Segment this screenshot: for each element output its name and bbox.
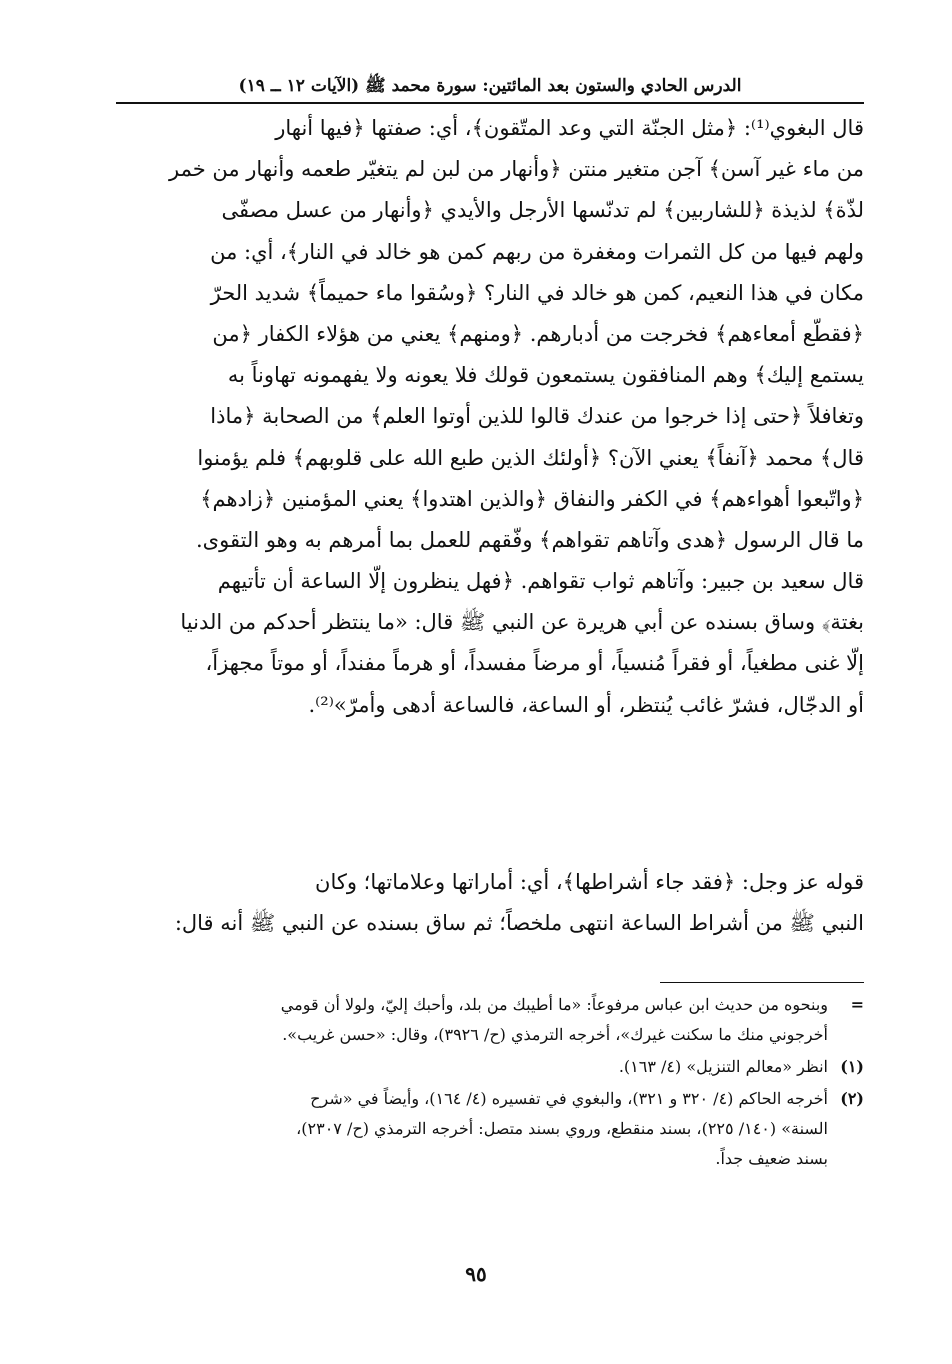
footnote-line: السنة» (١٤٠/ ٢٢٥)، بسند منقطع، وروي بسند متصل: أخرجه الترمذي (ح/ ٢٣٠٧)،: [296, 1119, 828, 1138]
text-line: قال البغوي⁽¹⁾: ﴿مثل الجنّة التي وعد المتّقون﴾، أي: صفتها ﴿فيها أنهار: [275, 116, 864, 140]
footnote-continuation: [116, 990, 864, 1050]
text-line: ﴿واتّبعوا أهواءهم﴾ في الكفر والنفاق ﴿والذين اهتدوا﴾ يعني المؤمنين ﴿زادهم﴾: [200, 486, 864, 511]
footnote-line: أخرجوني منك ما سكنت غيرك»، أخرجه الترمذي (ح/ ٣٩٢٦)، وقال: «حسن غريب».: [282, 1025, 828, 1044]
footnote-1: [116, 1052, 864, 1082]
footnote-line: [116, 1052, 864, 1082]
text-line: من ماء غير آسن﴾ آجن متغير منتن ﴿وأنهار من لبن لم يتغيّر طعمه وأنهار من خمر: [169, 157, 864, 182]
footnote-number: (١): [840, 1057, 864, 1076]
text-line: أو الدجّال، فشرّ غائب يُنتظر، أو الساعة، فالساعة أدهى وأمرّ»⁽²⁾.: [308, 692, 864, 717]
text-line: قوله عز وجل: ﴿فقد جاء أشراطها﴾، أي: أماراتها وعلاماتها؛ وكان: [315, 870, 864, 894]
footnote-text: وبنحوه من حديث ابن عباس مرفوعاً: «ما أطيبك من بلد، وأحبك إليّ، ولولا أن قومي: [280, 995, 828, 1014]
footnote-number: (٢): [840, 1089, 864, 1108]
footnote-line: [116, 1084, 864, 1114]
main-paragraph-1: [116, 108, 864, 726]
main-paragraph-2: [116, 862, 864, 944]
footnotes: [116, 990, 864, 1176]
text-line: قال سعيد بن جبير: وآتاهم ثواب تقواهم. ﴿فهل ينظرون إلّا الساعة أن تأتيهم: [217, 569, 864, 594]
text-line: بغتة﴾ وساق بسنده عن أبي هريرة عن النبي ﷺ قال: «ما ينتظر أحدكم من الدنيا: [180, 610, 864, 635]
footnote-text: أخرجه الحاكم (٤/ ٣٢٠ و ٣٢١)، والبغوي في تفسيره (٤/ ١٦٤)، وأيضاً في «شرح: [310, 1089, 828, 1108]
text-line: ﴿فقطّع أمعاءهم﴾ فخرجت من أدبارهم. ﴿ومنهم﴾ يعني من هؤلاء الكفار ﴿من: [212, 321, 864, 346]
footnote-text: انظر «معالم التنزيل» (٤/ ١٦٣).: [618, 1057, 828, 1076]
text-line: قال﴾ محمد ﴿آنفاً﴾ يعني الآن؟ ﴿أولئك الذين طبع الله على قلوبهم﴾ فلم يؤمنوا: [197, 445, 864, 470]
text-line: ولهم فيها من كل الثمرات ومغفرة من ربهم كمن هو خالد في النار﴾، أي: من: [210, 239, 864, 264]
running-header: الدرس الحادي والستون بعد المائتين: سورة محمد ﷺ (الآيات ١٢ ــ ١٩): [238, 76, 742, 96]
continuation-marker: =: [850, 995, 864, 1014]
text-line: يستمع إليك﴾ وهم المنافقون يستمعون قولك فلا يعونه ولا يفهمونه تهاوناً به: [227, 363, 864, 388]
header-rule: [116, 102, 864, 104]
text-line: لذّة﴾ لذيذة ﴿للشاربين﴾ لم تدنّسها الأرجل والأيدي ﴿وأنهار من عسل مصفّى: [221, 198, 864, 223]
text-line: ما قال الرسول ﴿هدى وآتاهم تقواهم﴾ وفّقهم للعمل بما أمرهم به وهو التقوى.: [196, 527, 864, 552]
footnote-separator: [660, 982, 864, 983]
text-line: النبي ﷺ من أشراط الساعة انتهى ملخصاً؛ ثم ساق بسنده عن النبي ﷺ أنه قال:: [174, 911, 864, 936]
footnote-2: [116, 1084, 864, 1174]
text-line: مكان في هذا النعيم، كمن هو خالد في النار؟ ﴿وسُقوا ماء حميماً﴾ شديد الحرّ: [210, 280, 864, 305]
page-number: ٩٥: [465, 1262, 487, 1286]
footnote-line: [116, 990, 864, 1020]
text-line: إلّا غنى مطغياً، أو فقراً مُنسياً، أو مرضاً مفسداً، أو هرماً مفنداً، أو موتاً مجهزاً،: [205, 651, 864, 676]
text-line: وتغافلاً ﴿حتى إذا خرجوا من عندك قالوا للذين أوتوا العلم﴾ من الصحابة ﴿ماذا: [210, 404, 864, 429]
footnote-line: بسند ضعيف جداً.: [715, 1149, 828, 1168]
